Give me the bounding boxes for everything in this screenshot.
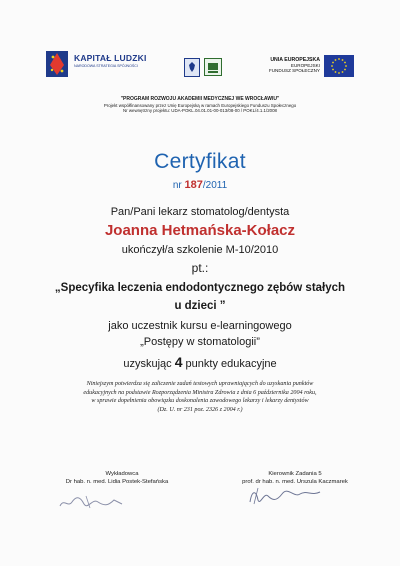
program-cofinancing: Projekt współfinansowany przez Unię Europejską w ramach Europejskiego Funduszu Społecznego — [103, 102, 297, 108]
signature-lecturer — [52, 470, 182, 486]
lecturer-handwritten-signature-icon — [56, 488, 136, 514]
legal-line-4: (Dz. U. nr 231 poz. 2326 z 2004 r.) — [157, 406, 243, 413]
recipient-role: Pan/Pani lekarz stomatolog/dentysta — [110, 206, 290, 218]
points-awarded — [0, 354, 400, 370]
program-number: Nr wewnętrzny projektu: UDA-POKL.04.01.01-00-013/08-00 / POKL/4.1.1/2008 — [122, 108, 277, 114]
topic-label: pt.: — [191, 261, 209, 275]
recipient-name: Joanna Hetmańska-Kołacz — [104, 222, 296, 239]
topic-line-2: u dzieci ” — [174, 300, 226, 312]
eu-label-line3: FUNDUSZ SPOŁECZNY — [268, 68, 320, 73]
kapital-ludzki-title: KAPITAŁ LUDZKI — [74, 53, 147, 63]
points-value: 4 — [174, 354, 183, 370]
eu-label-line1: UNIA EUROPEJSKA — [270, 57, 320, 63]
program-description — [40, 97, 360, 114]
points-prefix: uzyskując — [123, 358, 175, 370]
legal-line-1: Niniejszym potwierdza się zaliczenie zadań testowych uprawniających do uzyskania punktów — [86, 381, 314, 387]
topic-line-1: „Specyfika leczenia endodontycznego zębów stałych — [54, 282, 346, 294]
certificate-number-value: 187 — [184, 179, 203, 191]
legal-notice — [40, 380, 360, 414]
course-completed: ukończył/a szkolenie M-10/2010 — [121, 244, 279, 256]
certificate-number — [0, 179, 400, 191]
kapital-ludzki-subtitle: NARODOWA STRATEGIA SPÓJNOŚCI — [74, 64, 138, 68]
program-name: "PROGRAM ROZWOJU AKADEMII MEDYCZNEJ WE WROCŁAWIU" — [120, 96, 280, 102]
certificate-title: Certyfikat — [154, 150, 246, 173]
signature-lecturer-name: Dr hab. n. med. Lidia Postek-Stefańska — [65, 479, 169, 485]
kapital-ludzki-emblem-icon — [44, 47, 70, 81]
certificate-number-prefix: nr — [172, 180, 185, 191]
participation-text: jako uczestnik kursu e-learningowego — [108, 320, 292, 332]
legal-line-2: edukacyjnych na podstawie Rozporządzenia Ministra Zdrowia z dnia 6 października 2004 roku, — [83, 389, 317, 396]
legal-line-3: w sprawie dopełnienia obowiązku doskonalenia zawodowego lekarzy i lekarzy dentystów — [91, 398, 309, 405]
certificate-number-year: /2011 — [202, 180, 228, 191]
signature-lecturer-role: Wykładowca — [105, 471, 139, 477]
eu-label-line2: EUROPEJSKI — [290, 63, 320, 68]
kapital-ludzki-logo — [44, 45, 154, 85]
signature-manager-role: Kierownik Zadania 5 — [268, 471, 322, 477]
manager-handwritten-signature-icon — [246, 482, 326, 508]
points-suffix: punkty edukacyjne — [182, 358, 277, 370]
signature-manager-name: prof. dr hab. n. med. Urszula Kaczmarek — [242, 479, 348, 485]
polish-eagle-emblem-icon — [184, 58, 200, 77]
eu-flag-icon — [324, 55, 354, 77]
eu-label — [256, 57, 320, 73]
academy-logo-icon — [204, 58, 222, 76]
ecourse-name: „Postępy w stomatologii” — [140, 336, 260, 348]
